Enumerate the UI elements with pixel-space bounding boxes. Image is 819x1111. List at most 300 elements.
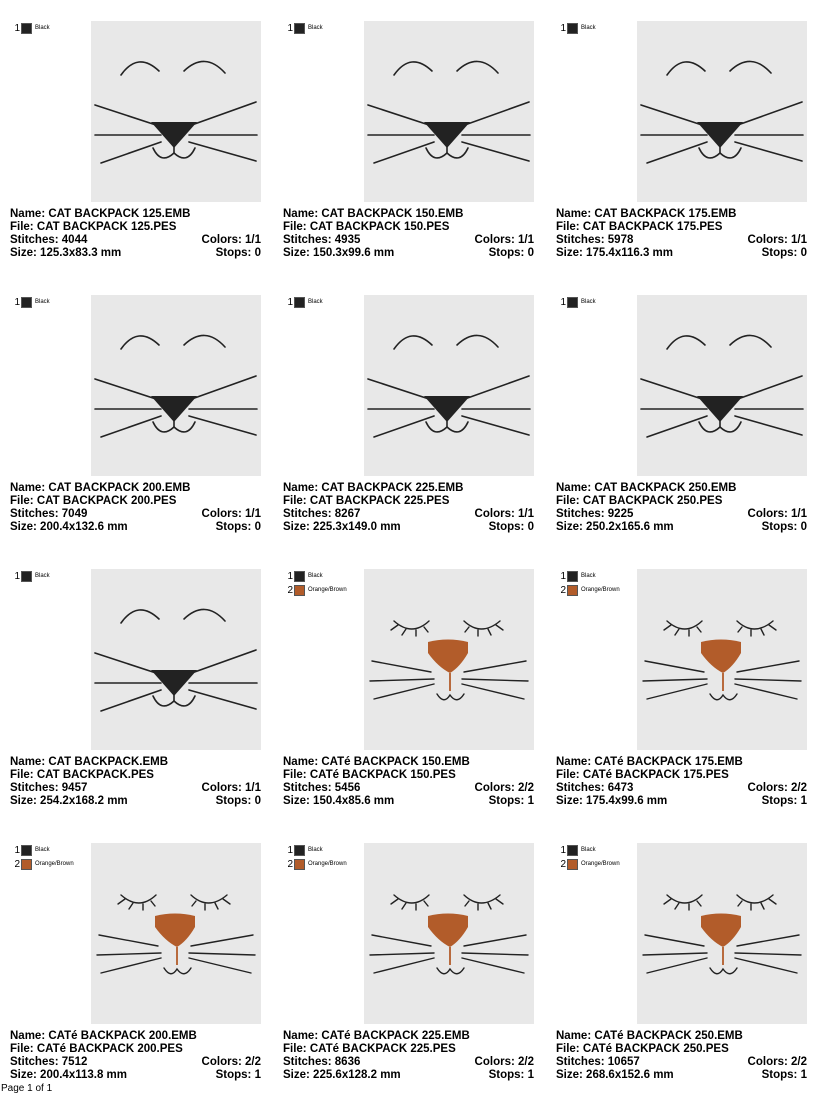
design-stitches bbox=[556, 234, 633, 247]
color-legend-row bbox=[287, 569, 365, 583]
design-size bbox=[556, 247, 673, 260]
design-stops-label: Stops: bbox=[488, 247, 525, 259]
cat-face-closed-eyes-art bbox=[637, 843, 807, 1024]
color-number: 1 bbox=[14, 22, 20, 34]
color-number: 1 bbox=[287, 570, 293, 582]
design-stops-label: Stops: bbox=[488, 795, 525, 807]
design-stitches-label: Stitches: bbox=[283, 782, 332, 794]
color-swatch bbox=[567, 585, 578, 596]
design-size-label: Size: bbox=[556, 521, 583, 533]
design-size bbox=[556, 795, 667, 808]
color-name: Orange/Brown bbox=[308, 861, 347, 867]
design-file bbox=[556, 769, 729, 781]
design-card bbox=[10, 843, 272, 1111]
design-size-value: 175.4x116.3 mm bbox=[586, 247, 674, 259]
design-stops-value: 0 bbox=[527, 521, 534, 533]
design-stitches bbox=[283, 234, 360, 247]
color-legend-row bbox=[560, 569, 638, 583]
design-colors-value: 2/2 bbox=[518, 1056, 534, 1068]
color-name: Black bbox=[581, 573, 596, 579]
design-file-label: File: bbox=[10, 1043, 34, 1055]
color-number: 2 bbox=[14, 858, 20, 870]
color-swatch bbox=[567, 845, 578, 856]
color-legend bbox=[287, 295, 365, 309]
design-stops bbox=[762, 521, 807, 534]
color-legend-row bbox=[287, 21, 365, 35]
design-stops bbox=[489, 521, 534, 534]
design-preview bbox=[91, 569, 261, 750]
design-info bbox=[10, 1030, 261, 1082]
design-name bbox=[10, 756, 168, 768]
design-stitches-label: Stitches: bbox=[10, 1056, 59, 1068]
design-stitches bbox=[283, 782, 360, 795]
design-colors-value: 2/2 bbox=[791, 782, 807, 794]
design-name-label: Name: bbox=[556, 482, 592, 494]
design-card bbox=[283, 569, 545, 837]
color-swatch bbox=[21, 845, 32, 856]
design-size-label: Size: bbox=[10, 247, 37, 259]
design-stops-value: 0 bbox=[254, 795, 261, 807]
design-stops-value: 1 bbox=[800, 795, 807, 807]
design-stitches-label: Stitches: bbox=[10, 782, 59, 794]
design-file-value: CATé BACKPACK 150.PES bbox=[309, 769, 456, 781]
color-name: Black bbox=[35, 847, 50, 853]
color-legend bbox=[14, 21, 92, 35]
color-name: Black bbox=[308, 299, 323, 305]
color-name: Black bbox=[308, 25, 323, 31]
color-legend-row bbox=[14, 843, 92, 857]
color-legend bbox=[287, 569, 365, 597]
design-stops-value: 0 bbox=[254, 521, 261, 533]
design-colors bbox=[202, 782, 261, 795]
design-file-value: CAT BACKPACK 175.PES bbox=[582, 221, 723, 233]
color-number: 2 bbox=[287, 858, 293, 870]
design-colors bbox=[748, 234, 807, 247]
design-size-value: 200.4x132.6 mm bbox=[40, 521, 128, 533]
design-colors bbox=[202, 508, 261, 521]
design-stops bbox=[762, 1069, 807, 1082]
design-file-label: File: bbox=[283, 495, 307, 507]
color-name: Orange/Brown bbox=[581, 861, 620, 867]
design-colors-value: 1/1 bbox=[245, 234, 261, 246]
design-stitches-label: Stitches: bbox=[283, 1056, 332, 1068]
color-name: Black bbox=[35, 299, 50, 305]
design-stops-label: Stops: bbox=[488, 1069, 525, 1081]
color-number: 1 bbox=[560, 22, 566, 34]
design-card bbox=[556, 21, 818, 289]
color-number: 2 bbox=[560, 858, 566, 870]
design-name bbox=[283, 756, 470, 768]
design-stitches-label: Stitches: bbox=[10, 508, 59, 520]
design-colors bbox=[202, 1056, 261, 1069]
design-file bbox=[556, 221, 722, 233]
design-colors-value: 2/2 bbox=[245, 1056, 261, 1068]
cat-face-closed-eyes-art bbox=[91, 843, 261, 1024]
design-file-label: File: bbox=[283, 769, 307, 781]
design-stitches-label: Stitches: bbox=[10, 234, 59, 246]
design-stitches-label: Stitches: bbox=[283, 508, 332, 520]
design-colors bbox=[475, 1056, 534, 1069]
color-swatch bbox=[21, 23, 32, 34]
design-name bbox=[283, 208, 463, 220]
color-swatch bbox=[21, 571, 32, 582]
design-card bbox=[556, 843, 818, 1111]
color-legend bbox=[560, 843, 638, 871]
color-swatch bbox=[294, 845, 305, 856]
color-legend-row bbox=[560, 295, 638, 309]
design-name-label: Name: bbox=[283, 208, 319, 220]
color-legend bbox=[560, 21, 638, 35]
design-preview bbox=[91, 843, 261, 1024]
design-stitches-label: Stitches: bbox=[283, 234, 332, 246]
color-swatch bbox=[294, 571, 305, 582]
design-size bbox=[10, 247, 121, 260]
design-card bbox=[283, 295, 545, 563]
design-stitches-value: 7512 bbox=[61, 1056, 88, 1068]
design-info bbox=[556, 756, 807, 808]
color-swatch bbox=[567, 297, 578, 308]
design-stops-label: Stops: bbox=[215, 795, 252, 807]
cat-face-open-eyes-art bbox=[364, 295, 534, 476]
color-legend-row bbox=[287, 857, 365, 871]
design-colors-value: 1/1 bbox=[518, 234, 534, 246]
design-size-value: 150.4x85.6 mm bbox=[313, 795, 395, 807]
design-name-value: CATé BACKPACK 175.EMB bbox=[594, 756, 743, 768]
design-name-value: CATé BACKPACK 150.EMB bbox=[321, 756, 470, 768]
design-colors-label: Colors: bbox=[474, 1056, 515, 1068]
design-name bbox=[556, 482, 736, 494]
design-stitches bbox=[10, 782, 87, 795]
color-swatch bbox=[294, 585, 305, 596]
color-swatch bbox=[294, 859, 305, 870]
design-info bbox=[10, 208, 261, 260]
design-card bbox=[10, 569, 272, 837]
design-size-value: 254.2x168.2 mm bbox=[40, 795, 128, 807]
design-size-value: 268.6x152.6 mm bbox=[586, 1069, 674, 1081]
cat-face-open-eyes-art bbox=[637, 295, 807, 476]
color-number: 1 bbox=[14, 296, 20, 308]
design-stops-label: Stops: bbox=[215, 521, 252, 533]
cat-face-open-eyes-art bbox=[637, 21, 807, 202]
design-file-value: CATé BACKPACK 250.PES bbox=[582, 1043, 729, 1055]
design-colors-label: Colors: bbox=[201, 234, 242, 246]
design-name-label: Name: bbox=[10, 208, 46, 220]
design-card bbox=[283, 21, 545, 289]
design-stitches-value: 7049 bbox=[61, 508, 88, 520]
design-stitches-value: 4044 bbox=[61, 234, 88, 246]
design-preview bbox=[637, 21, 807, 202]
design-stitches-label: Stitches: bbox=[556, 508, 605, 520]
design-file-label: File: bbox=[10, 221, 34, 233]
color-legend bbox=[14, 295, 92, 309]
design-info bbox=[10, 756, 261, 808]
design-colors-label: Colors: bbox=[474, 782, 515, 794]
design-stops-value: 1 bbox=[254, 1069, 261, 1081]
color-legend bbox=[14, 843, 92, 871]
design-file bbox=[10, 1043, 183, 1055]
design-file-value: CAT BACKPACK.PES bbox=[36, 769, 154, 781]
color-name: Orange/Brown bbox=[35, 861, 74, 867]
design-name bbox=[556, 1030, 743, 1042]
design-colors-label: Colors: bbox=[747, 1056, 788, 1068]
design-stitches bbox=[556, 508, 633, 521]
design-file-value: CAT BACKPACK 225.PES bbox=[309, 495, 450, 507]
design-name-value: CAT BACKPACK 250.EMB bbox=[594, 482, 737, 494]
color-name: Black bbox=[581, 299, 596, 305]
design-size bbox=[10, 795, 128, 808]
design-file bbox=[283, 1043, 456, 1055]
color-name: Black bbox=[308, 847, 323, 853]
color-number: 1 bbox=[287, 22, 293, 34]
design-info bbox=[556, 1030, 807, 1082]
design-name-label: Name: bbox=[10, 756, 46, 768]
color-number: 2 bbox=[560, 584, 566, 596]
design-colors bbox=[748, 782, 807, 795]
color-legend-row bbox=[560, 583, 638, 597]
design-colors bbox=[475, 234, 534, 247]
color-number: 1 bbox=[560, 844, 566, 856]
design-name-value: CAT BACKPACK 175.EMB bbox=[594, 208, 737, 220]
design-stops-label: Stops: bbox=[215, 1069, 252, 1081]
design-file bbox=[283, 769, 456, 781]
design-stitches-label: Stitches: bbox=[556, 234, 605, 246]
color-number: 1 bbox=[287, 844, 293, 856]
design-name bbox=[10, 208, 190, 220]
design-preview bbox=[364, 295, 534, 476]
design-stops-label: Stops: bbox=[215, 247, 252, 259]
color-swatch bbox=[567, 23, 578, 34]
design-size bbox=[283, 247, 394, 260]
color-legend-row bbox=[560, 857, 638, 871]
design-info bbox=[283, 208, 534, 260]
design-size bbox=[283, 795, 394, 808]
design-stitches-value: 8636 bbox=[334, 1056, 361, 1068]
design-file-label: File: bbox=[283, 1043, 307, 1055]
design-colors-value: 2/2 bbox=[518, 782, 534, 794]
design-card bbox=[10, 21, 272, 289]
design-stitches bbox=[556, 1056, 640, 1069]
design-stops-label: Stops: bbox=[761, 1069, 798, 1081]
design-file-label: File: bbox=[556, 769, 580, 781]
design-name-value: CATé BACKPACK 200.EMB bbox=[48, 1030, 197, 1042]
design-stitches-value: 10657 bbox=[607, 1056, 640, 1068]
design-file-value: CATé BACKPACK 175.PES bbox=[582, 769, 729, 781]
design-stitches bbox=[283, 508, 360, 521]
design-file bbox=[283, 495, 449, 507]
design-stops-label: Stops: bbox=[761, 247, 798, 259]
design-stops-label: Stops: bbox=[761, 795, 798, 807]
design-info bbox=[283, 756, 534, 808]
design-stitches-value: 6473 bbox=[607, 782, 634, 794]
design-size-label: Size: bbox=[283, 1069, 310, 1081]
design-name-label: Name: bbox=[556, 208, 592, 220]
design-stops-label: Stops: bbox=[488, 521, 525, 533]
design-file bbox=[10, 495, 176, 507]
design-name bbox=[10, 1030, 197, 1042]
color-legend-row bbox=[14, 295, 92, 309]
design-stitches bbox=[556, 782, 633, 795]
design-size-value: 175.4x99.6 mm bbox=[586, 795, 668, 807]
design-file-value: CAT BACKPACK 150.PES bbox=[309, 221, 450, 233]
design-file bbox=[556, 495, 722, 507]
design-stitches-value: 9225 bbox=[607, 508, 634, 520]
design-stops bbox=[216, 1069, 261, 1082]
design-stops-value: 1 bbox=[800, 1069, 807, 1081]
color-swatch bbox=[567, 859, 578, 870]
design-size bbox=[10, 521, 128, 534]
design-name bbox=[10, 482, 190, 494]
design-colors-value: 1/1 bbox=[245, 782, 261, 794]
design-size-label: Size: bbox=[556, 1069, 583, 1081]
design-file-label: File: bbox=[283, 221, 307, 233]
design-stitches bbox=[10, 1056, 87, 1069]
design-size-label: Size: bbox=[10, 1069, 37, 1081]
design-file-value: CAT BACKPACK 250.PES bbox=[582, 495, 723, 507]
design-size bbox=[10, 1069, 127, 1082]
color-legend bbox=[14, 569, 92, 583]
design-file bbox=[10, 769, 154, 781]
color-number: 1 bbox=[14, 570, 20, 582]
design-info bbox=[556, 482, 807, 534]
design-preview bbox=[91, 295, 261, 476]
design-stitches-value: 8267 bbox=[334, 508, 361, 520]
color-legend bbox=[287, 21, 365, 35]
color-legend-row bbox=[14, 857, 92, 871]
design-stops-value: 1 bbox=[527, 1069, 534, 1081]
design-colors-label: Colors: bbox=[201, 782, 242, 794]
color-name: Black bbox=[581, 25, 596, 31]
color-legend-row bbox=[14, 569, 92, 583]
design-name-label: Name: bbox=[556, 756, 592, 768]
design-size-value: 225.3x149.0 mm bbox=[313, 521, 401, 533]
design-stops-label: Stops: bbox=[761, 521, 798, 533]
design-colors bbox=[202, 234, 261, 247]
cat-face-closed-eyes-art bbox=[364, 569, 534, 750]
design-name-value: CAT BACKPACK 125.EMB bbox=[48, 208, 191, 220]
design-stitches bbox=[283, 1056, 360, 1069]
design-stops bbox=[216, 795, 261, 808]
design-name-label: Name: bbox=[10, 482, 46, 494]
design-stitches bbox=[10, 508, 87, 521]
color-name: Black bbox=[35, 573, 50, 579]
design-file bbox=[10, 221, 176, 233]
design-size-label: Size: bbox=[283, 521, 310, 533]
color-number: 2 bbox=[287, 584, 293, 596]
cat-face-open-eyes-art bbox=[91, 21, 261, 202]
design-name bbox=[556, 208, 736, 220]
design-stops bbox=[489, 795, 534, 808]
design-name-value: CAT BACKPACK.EMB bbox=[48, 756, 169, 768]
design-stops-value: 1 bbox=[527, 795, 534, 807]
design-card bbox=[556, 569, 818, 837]
design-file-label: File: bbox=[556, 1043, 580, 1055]
design-stitches-label: Stitches: bbox=[556, 1056, 605, 1068]
design-file-value: CAT BACKPACK 125.PES bbox=[36, 221, 177, 233]
design-size-label: Size: bbox=[283, 795, 310, 807]
design-stops bbox=[489, 247, 534, 260]
design-size-value: 250.2x165.6 mm bbox=[586, 521, 674, 533]
design-colors-label: Colors: bbox=[474, 234, 515, 246]
design-info bbox=[283, 1030, 534, 1082]
design-colors-label: Colors: bbox=[201, 508, 242, 520]
design-size-label: Size: bbox=[10, 521, 37, 533]
design-colors-label: Colors: bbox=[747, 234, 788, 246]
color-legend bbox=[560, 295, 638, 309]
color-legend-row bbox=[560, 21, 638, 35]
design-stops-value: 0 bbox=[800, 247, 807, 259]
design-stops bbox=[489, 1069, 534, 1082]
color-name: Black bbox=[581, 847, 596, 853]
color-legend-row bbox=[287, 843, 365, 857]
design-file-value: CATé BACKPACK 200.PES bbox=[36, 1043, 183, 1055]
color-swatch bbox=[294, 297, 305, 308]
design-stitches-value: 5456 bbox=[334, 782, 361, 794]
color-number: 1 bbox=[287, 296, 293, 308]
design-file-label: File: bbox=[556, 495, 580, 507]
design-stops bbox=[216, 247, 261, 260]
design-stops-value: 0 bbox=[527, 247, 534, 259]
design-colors-label: Colors: bbox=[474, 508, 515, 520]
design-colors-label: Colors: bbox=[201, 1056, 242, 1068]
design-size-label: Size: bbox=[283, 247, 310, 259]
design-name-value: CATé BACKPACK 250.EMB bbox=[594, 1030, 743, 1042]
color-legend bbox=[287, 843, 365, 871]
design-file-label: File: bbox=[10, 769, 34, 781]
design-file-label: File: bbox=[556, 221, 580, 233]
design-file bbox=[556, 1043, 729, 1055]
color-legend-row bbox=[14, 21, 92, 35]
design-preview bbox=[91, 21, 261, 202]
design-size bbox=[556, 521, 674, 534]
color-name: Black bbox=[35, 25, 50, 31]
design-name-label: Name: bbox=[10, 1030, 46, 1042]
design-colors-label: Colors: bbox=[747, 782, 788, 794]
color-number: 1 bbox=[14, 844, 20, 856]
design-preview bbox=[364, 21, 534, 202]
design-size-value: 125.3x83.3 mm bbox=[40, 247, 122, 259]
design-name-value: CATé BACKPACK 225.EMB bbox=[321, 1030, 470, 1042]
color-swatch bbox=[21, 297, 32, 308]
design-info bbox=[556, 208, 807, 260]
design-file-value: CAT BACKPACK 200.PES bbox=[36, 495, 177, 507]
design-colors-value: 1/1 bbox=[791, 234, 807, 246]
design-file bbox=[283, 221, 449, 233]
cat-face-open-eyes-art bbox=[364, 21, 534, 202]
design-stops-value: 0 bbox=[800, 521, 807, 533]
design-preview bbox=[364, 843, 534, 1024]
color-number: 1 bbox=[560, 296, 566, 308]
design-size bbox=[556, 1069, 674, 1082]
design-name-label: Name: bbox=[283, 1030, 319, 1042]
color-legend-row bbox=[287, 583, 365, 597]
cat-face-closed-eyes-art bbox=[364, 843, 534, 1024]
design-stops-value: 0 bbox=[254, 247, 261, 259]
design-name-label: Name: bbox=[283, 482, 319, 494]
color-name: Orange/Brown bbox=[581, 587, 620, 593]
cat-face-open-eyes-art bbox=[91, 569, 261, 750]
design-colors bbox=[475, 508, 534, 521]
color-legend bbox=[560, 569, 638, 597]
color-swatch bbox=[294, 23, 305, 34]
color-name: Black bbox=[308, 573, 323, 579]
design-colors-label: Colors: bbox=[747, 508, 788, 520]
design-colors-value: 1/1 bbox=[791, 508, 807, 520]
design-card bbox=[556, 295, 818, 563]
design-stops bbox=[762, 247, 807, 260]
design-size bbox=[283, 1069, 401, 1082]
design-colors bbox=[748, 1056, 807, 1069]
design-stops bbox=[762, 795, 807, 808]
